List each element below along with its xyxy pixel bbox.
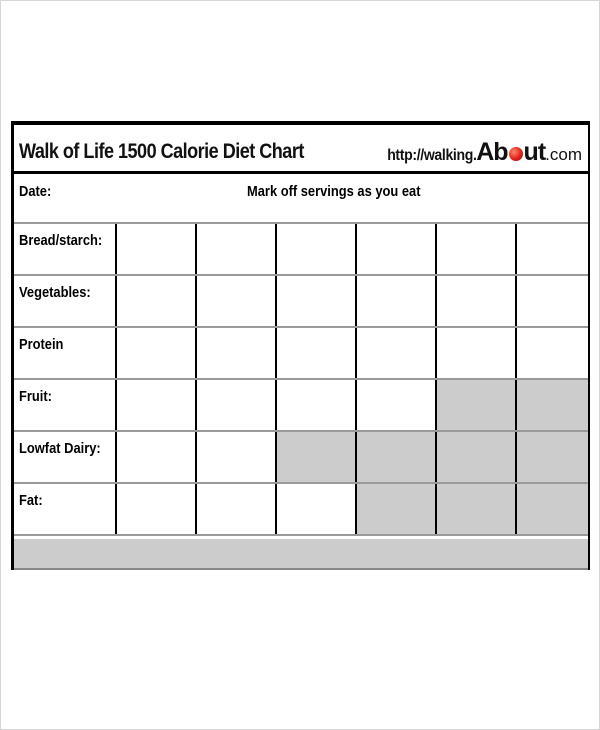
serving-checkbox-cell[interactable] [115,432,195,482]
serving-checkbox-cell[interactable] [115,276,195,326]
serving-checkbox-cell[interactable] [515,276,588,326]
serving-checkbox-cell[interactable] [115,328,195,378]
serving-checkbox-cell[interactable] [275,276,355,326]
serving-checkbox-cell[interactable] [275,380,355,430]
serving-checkbox-cell[interactable] [435,276,515,326]
date-label: Date: [19,183,52,200]
url-brand-a: Ab [476,138,508,166]
row-label: Fruit: [19,388,52,405]
serving-checkbox-cell[interactable] [195,484,275,534]
url-prefix: http://walking. [386,147,477,164]
serving-checkbox-cell[interactable] [355,224,435,274]
serving-checkbox-cell[interactable] [195,276,275,326]
serving-checkbox-cell[interactable] [355,276,435,326]
url-suffix: .com [545,145,582,164]
shaded-serving-cell [435,484,515,534]
chart-title: Walk of Life 1500 Calorie Diet Chart [19,140,304,163]
row-label: Vegetables: [19,284,91,301]
serving-checkbox-cell[interactable] [115,224,195,274]
shaded-serving-cell [515,432,588,482]
row-label-cell [14,380,115,430]
shaded-serving-cell [355,432,435,482]
instructions-text: Mark off servings as you eat [247,183,421,200]
website-link[interactable] [375,138,582,167]
url-brand-b: ut [523,138,546,166]
row-label-cell [14,484,115,534]
row-label: Fat: [19,492,43,509]
table-row [14,328,588,380]
serving-checkbox-cell[interactable] [195,432,275,482]
serving-checkbox-cell[interactable] [275,224,355,274]
footer-bar [14,539,588,570]
serving-checkbox-cell[interactable] [195,380,275,430]
date-row [14,174,588,224]
serving-checkbox-cell[interactable] [275,328,355,378]
serving-checkbox-cell[interactable] [355,380,435,430]
table-row [14,380,588,432]
serving-checkbox-cell[interactable] [275,484,355,534]
serving-checkbox-cell[interactable] [195,328,275,378]
serving-checkbox-cell[interactable] [195,224,275,274]
table-row [14,484,588,536]
row-label: Bread/starch: [19,232,103,249]
servings-grid [14,224,588,536]
shaded-serving-cell [435,380,515,430]
row-label-cell [14,432,115,482]
shaded-serving-cell [515,380,588,430]
serving-checkbox-cell[interactable] [435,224,515,274]
shaded-serving-cell [435,432,515,482]
title-row [14,125,588,174]
serving-checkbox-cell[interactable] [355,328,435,378]
table-row [14,224,588,276]
shaded-serving-cell [275,432,355,482]
row-label-cell [14,328,115,378]
red-ball-o-icon [509,147,523,161]
shaded-serving-cell [515,484,588,534]
table-row [14,432,588,484]
row-label-cell [14,224,115,274]
row-label: Protein [19,336,64,353]
table-row [14,276,588,328]
serving-checkbox-cell[interactable] [435,328,515,378]
serving-checkbox-cell[interactable] [515,224,588,274]
serving-checkbox-cell[interactable] [515,328,588,378]
diet-chart-table [11,121,590,570]
row-label: Lowfat Dairy: [19,440,101,457]
serving-checkbox-cell[interactable] [115,380,195,430]
row-label-cell [14,276,115,326]
serving-checkbox-cell[interactable] [115,484,195,534]
shaded-serving-cell [355,484,435,534]
